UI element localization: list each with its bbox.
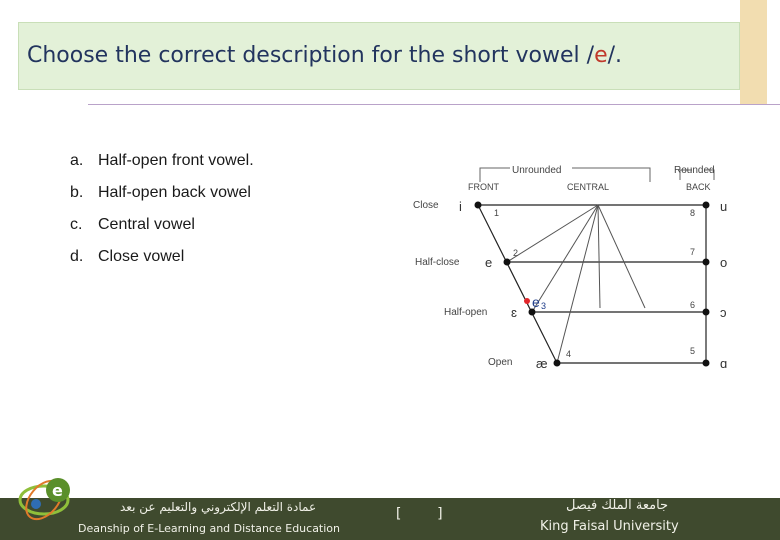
marker-dot xyxy=(524,298,530,304)
page-number-placeholder: [ ] xyxy=(394,506,445,522)
num-3: 3 xyxy=(541,301,547,311)
deanship-english: Deanship of E-Learning and Distance Education xyxy=(78,522,341,535)
label-back: BACK xyxy=(686,182,711,192)
vowel-quadrilateral-diagram xyxy=(400,150,750,380)
label-rounded: Rounded xyxy=(674,165,715,176)
label-unrounded: Unrounded xyxy=(512,165,562,176)
divider xyxy=(88,104,780,105)
university-english: King Faisal University xyxy=(540,519,679,534)
symbol-o: o xyxy=(720,255,728,270)
symbol-i: i xyxy=(459,199,462,214)
marker-symbol: e xyxy=(532,294,540,310)
unrounded-bracket-right xyxy=(572,168,650,182)
option-letter: d. xyxy=(70,248,84,265)
front-edge xyxy=(478,205,557,363)
num-1: 1 xyxy=(494,208,500,218)
symbol-open-e: ɛ xyxy=(511,305,517,320)
title-banner xyxy=(18,22,740,90)
deanship-arabic: عمادة التعلم الإلكتروني والتعليم عن بعد xyxy=(120,500,317,514)
option-b[interactable] xyxy=(70,184,254,216)
question-title xyxy=(27,43,622,68)
num-8: 8 xyxy=(690,208,696,218)
num-5: 5 xyxy=(690,346,696,356)
unrounded-bracket-left xyxy=(480,168,510,182)
option-text: Close vowel xyxy=(98,248,185,265)
option-text: Central vowel xyxy=(98,216,195,233)
num-2: 2 xyxy=(513,248,519,258)
option-letter: b. xyxy=(70,184,84,201)
num-6: 6 xyxy=(690,300,696,310)
num-7: 7 xyxy=(690,247,696,257)
university-arabic: جامعة الملك فيصل xyxy=(566,498,669,513)
svg-text:e: e xyxy=(52,481,63,500)
option-letter: a. xyxy=(70,152,84,169)
num-4: 4 xyxy=(566,349,572,359)
option-a[interactable] xyxy=(70,152,254,184)
symbol-alpha: ɑ xyxy=(720,356,728,371)
title-suffix: /. xyxy=(607,43,623,68)
option-d[interactable] xyxy=(70,248,254,280)
option-letter: c. xyxy=(70,216,83,233)
title-highlight: e xyxy=(594,43,608,68)
option-text: Half-open front vowel. xyxy=(98,152,254,169)
option-c[interactable] xyxy=(70,216,254,248)
height-half-close: Half-close xyxy=(415,257,460,268)
elearning-logo-icon xyxy=(14,464,78,528)
symbol-ae: æ xyxy=(536,356,548,371)
title-prefix: Choose the correct description for the short vowel / xyxy=(27,43,595,68)
accent-bar xyxy=(740,0,767,104)
height-open: Open xyxy=(488,357,513,368)
symbol-open-o: ɔ xyxy=(720,305,727,320)
height-half-open: Half-open xyxy=(444,307,488,318)
label-front: FRONT xyxy=(468,182,499,192)
symbol-u: u xyxy=(720,199,728,214)
option-text: Half-open back vowel xyxy=(98,184,251,201)
height-close: Close xyxy=(413,200,439,211)
symbol-e: e xyxy=(485,255,493,270)
label-central: CENTRAL xyxy=(567,182,610,192)
answer-options xyxy=(70,152,254,280)
